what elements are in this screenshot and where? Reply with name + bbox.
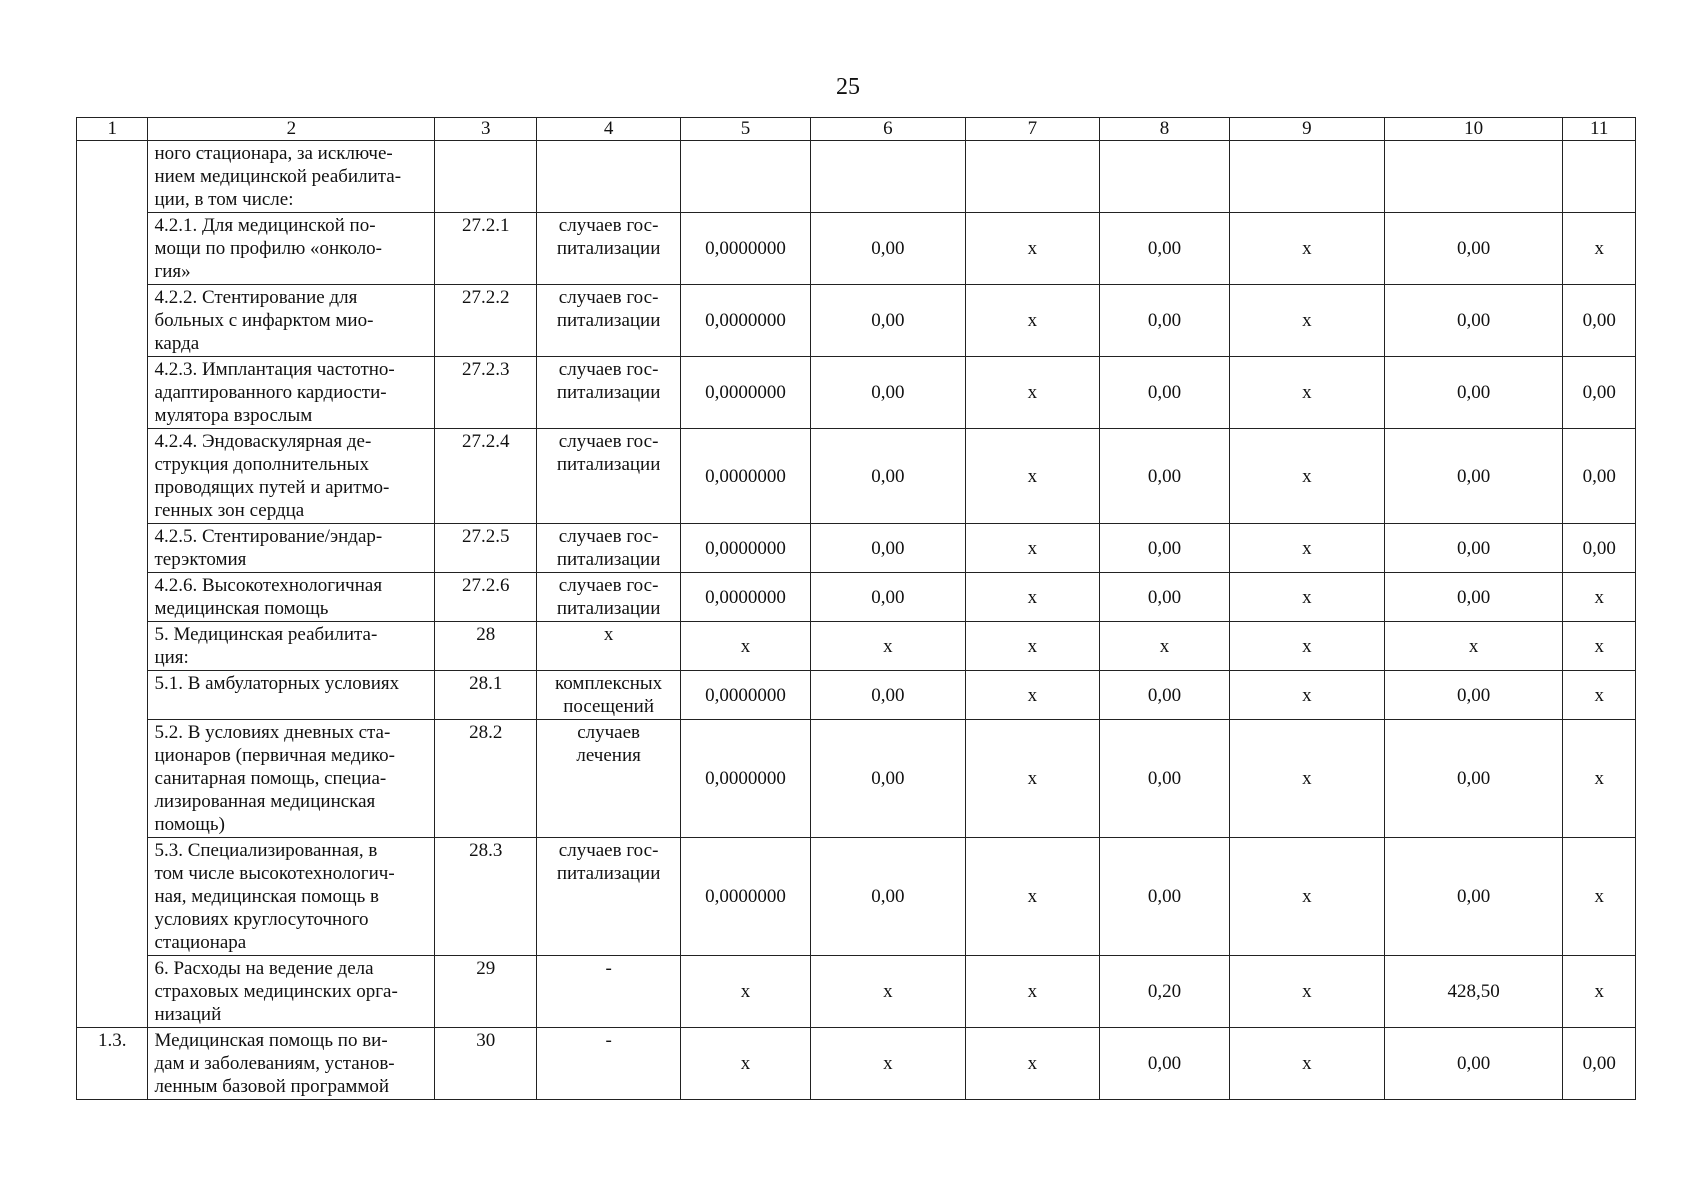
value-cell-col-7: x <box>965 1028 1099 1100</box>
indicator-name-cell: 4.2.6. Высокотехнологичная медицинская помощь <box>148 573 435 622</box>
value-cell-col-9: x <box>1229 357 1384 429</box>
line-number-cell: 27.2.5 <box>435 524 537 573</box>
value-cell-col-10: 0,00 <box>1384 524 1563 573</box>
value-cell-col-6: 0,00 <box>811 671 966 720</box>
column-header-7: 7 <box>965 118 1099 141</box>
value-cell-col-5: 0,0000000 <box>681 429 811 524</box>
column-header-5: 5 <box>681 118 811 141</box>
line-number-cell: 28.1 <box>435 671 537 720</box>
value-cell-col-8: 0,00 <box>1100 573 1230 622</box>
column-header-10: 10 <box>1384 118 1563 141</box>
line-number-cell: 28.3 <box>435 838 537 956</box>
value-cell-col-7: x <box>965 429 1099 524</box>
value-cell-col-9: x <box>1229 573 1384 622</box>
value-cell-col-10: 0,00 <box>1384 285 1563 357</box>
unit-cell: случаев лечения <box>537 720 681 838</box>
indicator-name-cell: ного стационара, за исключе- нием медицинской реабилита- ции, в том числе: <box>148 141 435 213</box>
page-number: 25 <box>836 74 860 100</box>
value-cell-col-8: 0,00 <box>1100 524 1230 573</box>
value-cell-col-11: 0,00 <box>1563 524 1636 573</box>
value-cell-col-7: x <box>965 622 1099 671</box>
column-header-3: 3 <box>435 118 537 141</box>
value-cell-col-7: x <box>965 213 1099 285</box>
column-header-11: 11 <box>1563 118 1636 141</box>
table-row <box>77 357 1636 429</box>
value-cell-col-10: 0,00 <box>1384 720 1563 838</box>
line-number-cell <box>435 141 537 213</box>
value-cell-col-9: x <box>1229 429 1384 524</box>
line-number-cell: 30 <box>435 1028 537 1100</box>
value-cell-col-9: x <box>1229 956 1384 1028</box>
table-row <box>77 285 1636 357</box>
unit-cell: случаев гос- питализации <box>537 429 681 524</box>
value-cell-col-5: 0,0000000 <box>681 285 811 357</box>
value-cell-col-11: x <box>1563 838 1636 956</box>
value-cell-col-11 <box>1563 141 1636 213</box>
value-cell-col-7: x <box>965 956 1099 1028</box>
value-cell-col-8: 0,00 <box>1100 357 1230 429</box>
table-row <box>77 671 1636 720</box>
indicator-name-cell: 4.2.3. Имплантация частотно- адаптированного кардиости- мулятора взрослым <box>148 357 435 429</box>
unit-cell: случаев гос- питализации <box>537 524 681 573</box>
value-cell-col-5: 0,0000000 <box>681 573 811 622</box>
value-cell-col-5: 0,0000000 <box>681 357 811 429</box>
value-cell-col-8: 0,00 <box>1100 213 1230 285</box>
unit-cell: случаев гос- питализации <box>537 838 681 956</box>
row-number-cell <box>77 141 148 1028</box>
column-header-4: 4 <box>537 118 681 141</box>
value-cell-col-11: 0,00 <box>1563 1028 1636 1100</box>
line-number-cell: 27.2.4 <box>435 429 537 524</box>
header-row <box>77 118 1636 141</box>
table-row <box>77 838 1636 956</box>
value-cell-col-10: 0,00 <box>1384 1028 1563 1100</box>
value-cell-col-10: 0,00 <box>1384 213 1563 285</box>
value-cell-col-6: x <box>811 1028 966 1100</box>
value-cell-col-6: 0,00 <box>811 573 966 622</box>
line-number-cell: 27.2.1 <box>435 213 537 285</box>
value-cell-col-9: x <box>1229 285 1384 357</box>
value-cell-col-9: x <box>1229 524 1384 573</box>
table-body <box>77 141 1636 1100</box>
unit-cell: комплексных посещений <box>537 671 681 720</box>
line-number-cell: 27.2.6 <box>435 573 537 622</box>
value-cell-col-5: x <box>681 622 811 671</box>
unit-cell: случаев гос- питализации <box>537 285 681 357</box>
value-cell-col-6: 0,00 <box>811 285 966 357</box>
value-cell-col-6: 0,00 <box>811 429 966 524</box>
unit-cell: случаев гос- питализации <box>537 573 681 622</box>
value-cell-col-7: x <box>965 720 1099 838</box>
value-cell-col-5: 0,0000000 <box>681 524 811 573</box>
value-cell-col-10: 0,00 <box>1384 357 1563 429</box>
indicator-name-cell: 4.2.2. Стентирование для больных с инфарктом мио- карда <box>148 285 435 357</box>
value-cell-col-11: x <box>1563 213 1636 285</box>
indicator-name-cell: 5. Медицинская реабилита- ция: <box>148 622 435 671</box>
value-cell-col-10: 0,00 <box>1384 573 1563 622</box>
line-number-cell: 28.2 <box>435 720 537 838</box>
value-cell-col-8: x <box>1100 622 1230 671</box>
data-table <box>76 117 1636 1100</box>
column-header-1: 1 <box>77 118 148 141</box>
indicator-name-cell: 5.3. Специализированная, в том числе высокотехнологич- ная, медицинская помощь в условиях круглосуточного стационара <box>148 838 435 956</box>
line-number-cell: 28 <box>435 622 537 671</box>
value-cell-col-5: x <box>681 1028 811 1100</box>
indicator-name-cell: 5.1. В амбулаторных условиях <box>148 671 435 720</box>
indicator-name-cell: 4.2.1. Для медицинской по- мощи по профилю «онколо- гия» <box>148 213 435 285</box>
table-row <box>77 141 1636 213</box>
unit-cell: - <box>537 1028 681 1100</box>
table-row <box>77 1028 1636 1100</box>
value-cell-col-7: x <box>965 838 1099 956</box>
unit-cell: случаев гос- питализации <box>537 213 681 285</box>
value-cell-col-6: 0,00 <box>811 838 966 956</box>
value-cell-col-11: 0,00 <box>1563 357 1636 429</box>
table-row <box>77 213 1636 285</box>
unit-cell: x <box>537 622 681 671</box>
value-cell-col-11: 0,00 <box>1563 429 1636 524</box>
indicator-name-cell: 4.2.4. Эндоваскулярная де- струкция дополнительных проводящих путей и аритмо- генных зон сердца <box>148 429 435 524</box>
value-cell-col-5: x <box>681 956 811 1028</box>
value-cell-col-7: x <box>965 573 1099 622</box>
column-header-6: 6 <box>811 118 966 141</box>
value-cell-col-9 <box>1229 141 1384 213</box>
value-cell-col-5 <box>681 141 811 213</box>
value-cell-col-8: 0,00 <box>1100 838 1230 956</box>
value-cell-col-5: 0,0000000 <box>681 213 811 285</box>
indicator-name-cell: 6. Расходы на ведение дела страховых медицинских орга- низаций <box>148 956 435 1028</box>
value-cell-col-8: 0,00 <box>1100 285 1230 357</box>
table-header <box>77 118 1636 141</box>
value-cell-col-9: x <box>1229 838 1384 956</box>
value-cell-col-7: x <box>965 357 1099 429</box>
value-cell-col-8 <box>1100 141 1230 213</box>
value-cell-col-9: x <box>1229 213 1384 285</box>
table-row <box>77 622 1636 671</box>
table-row <box>77 720 1636 838</box>
table-row <box>77 524 1636 573</box>
value-cell-col-5: 0,0000000 <box>681 720 811 838</box>
value-cell-col-8: 0,00 <box>1100 671 1230 720</box>
value-cell-col-5: 0,0000000 <box>681 671 811 720</box>
value-cell-col-10: 428,50 <box>1384 956 1563 1028</box>
value-cell-col-11: x <box>1563 720 1636 838</box>
value-cell-col-8: 0,00 <box>1100 429 1230 524</box>
column-header-9: 9 <box>1229 118 1384 141</box>
unit-cell: - <box>537 956 681 1028</box>
line-number-cell: 29 <box>435 956 537 1028</box>
value-cell-col-8: 0,20 <box>1100 956 1230 1028</box>
value-cell-col-11: 0,00 <box>1563 285 1636 357</box>
column-header-2: 2 <box>148 118 435 141</box>
value-cell-col-7: x <box>965 524 1099 573</box>
value-cell-col-10: 0,00 <box>1384 838 1563 956</box>
value-cell-col-9: x <box>1229 1028 1384 1100</box>
table-row <box>77 429 1636 524</box>
value-cell-col-7: x <box>965 671 1099 720</box>
row-number-cell: 1.3. <box>77 1028 148 1100</box>
value-cell-col-9: x <box>1229 720 1384 838</box>
value-cell-col-5: 0,0000000 <box>681 838 811 956</box>
value-cell-col-10: 0,00 <box>1384 429 1563 524</box>
line-number-cell: 27.2.2 <box>435 285 537 357</box>
column-header-8: 8 <box>1100 118 1230 141</box>
indicator-name-cell: Медицинская помощь по ви- дам и заболеваниям, установ- ленным базовой программой <box>148 1028 435 1100</box>
value-cell-col-10 <box>1384 141 1563 213</box>
value-cell-col-6: x <box>811 622 966 671</box>
value-cell-col-7: x <box>965 285 1099 357</box>
value-cell-col-11: x <box>1563 956 1636 1028</box>
value-cell-col-10: x <box>1384 622 1563 671</box>
unit-cell: случаев гос- питализации <box>537 357 681 429</box>
value-cell-col-6: 0,00 <box>811 357 966 429</box>
value-cell-col-8: 0,00 <box>1100 720 1230 838</box>
value-cell-col-6: 0,00 <box>811 213 966 285</box>
unit-cell <box>537 141 681 213</box>
value-cell-col-9: x <box>1229 671 1384 720</box>
value-cell-col-6: 0,00 <box>811 720 966 838</box>
value-cell-col-11: x <box>1563 573 1636 622</box>
value-cell-col-11: x <box>1563 671 1636 720</box>
table-row <box>77 956 1636 1028</box>
value-cell-col-6: 0,00 <box>811 524 966 573</box>
value-cell-col-6 <box>811 141 966 213</box>
value-cell-col-10: 0,00 <box>1384 671 1563 720</box>
value-cell-col-6: x <box>811 956 966 1028</box>
value-cell-col-8: 0,00 <box>1100 1028 1230 1100</box>
value-cell-col-9: x <box>1229 622 1384 671</box>
indicator-name-cell: 5.2. В условиях дневных ста- ционаров (первичная медико- санитарная помощь, специа- лизированная медицинская помощь) <box>148 720 435 838</box>
line-number-cell: 27.2.3 <box>435 357 537 429</box>
indicator-name-cell: 4.2.5. Стентирование/эндар- терэктомия <box>148 524 435 573</box>
table-row <box>77 573 1636 622</box>
value-cell-col-7 <box>965 141 1099 213</box>
value-cell-col-11: x <box>1563 622 1636 671</box>
